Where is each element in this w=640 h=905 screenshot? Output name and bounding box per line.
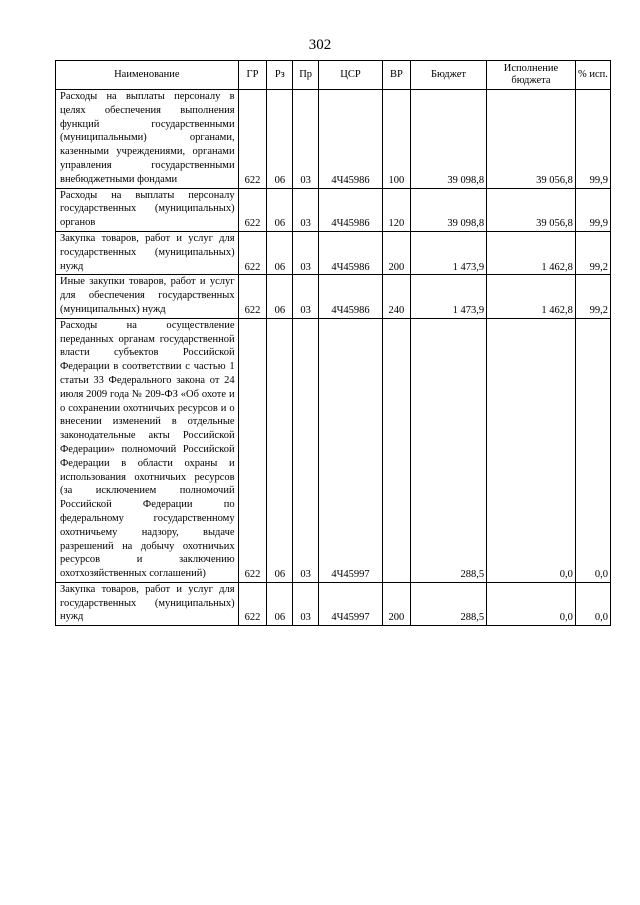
row-execution: 39 056,8 [487, 90, 576, 189]
row-percent: 99,2 [575, 275, 610, 318]
row-execution: 1 462,8 [487, 231, 576, 274]
row-name: Расходы на выплаты персоналу государственных (муниципальных) органов [56, 188, 239, 231]
header-execution: Исполнение бюджета [487, 61, 576, 90]
row-vr [382, 318, 410, 582]
row-csr: 4Ч45997 [319, 582, 383, 625]
row-csr: 4Ч45986 [319, 188, 383, 231]
row-vr: 200 [382, 582, 410, 625]
table-row [56, 582, 611, 625]
row-gr: 622 [238, 582, 267, 625]
row-name: Иные закупки товаров, работ и услуг для обеспечения государственных (муниципальных) нужд [56, 275, 239, 318]
row-rz: 06 [267, 582, 293, 625]
row-budget: 1 473,9 [410, 231, 486, 274]
row-pr: 03 [293, 582, 319, 625]
row-vr: 200 [382, 231, 410, 274]
row-rz: 06 [267, 275, 293, 318]
table-row [56, 318, 611, 582]
row-name: Расходы на выплаты персоналу в целях обеспечения выполнения функций государственными (муниципальными) органами, казенными учреждениями, органами управления государственными внебюджетными фондами [56, 90, 239, 189]
header-percent: % исп. [575, 61, 610, 90]
row-vr: 240 [382, 275, 410, 318]
row-name: Закупка товаров, работ и услуг для государственных (муниципальных) нужд [56, 231, 239, 274]
row-name: Расходы на осуществление переданных органам государственной власти субъектов Российской Федерации в соответствии с частью 1 статьи 33 Федерального закона от 24 июля 2009 года № 209-ФЗ «Об охоте и о сохранении охотничьих ресурсов и о внесении изменений в отдельные законодательные акты Российской Федерации» полномочий Российской Федерации в области охраны и использования охотничьих ресурсов (за исключением полномочий Российской Федерации по федеральному государственному охотничьему надзору, выдаче разрешений на добычу охотничьих ресурсов и заключению охотхозяйственных соглашений) [56, 318, 239, 582]
row-csr: 4Ч45986 [319, 275, 383, 318]
row-gr: 622 [238, 318, 267, 582]
row-execution: 1 462,8 [487, 275, 576, 318]
row-execution: 0,0 [487, 582, 576, 625]
row-budget: 39 098,8 [410, 188, 486, 231]
header-vr: ВР [382, 61, 410, 90]
table-header [56, 61, 611, 90]
table-body [56, 90, 611, 626]
row-pr: 03 [293, 318, 319, 582]
table-row [56, 231, 611, 274]
row-percent: 99,2 [575, 231, 610, 274]
row-gr: 622 [238, 90, 267, 189]
header-pr: Пр [293, 61, 319, 90]
row-pr: 03 [293, 231, 319, 274]
row-percent: 0,0 [575, 582, 610, 625]
row-pr: 03 [293, 275, 319, 318]
header-row [56, 61, 611, 90]
row-percent: 99,9 [575, 90, 610, 189]
header-budget: Бюджет [410, 61, 486, 90]
row-vr: 120 [382, 188, 410, 231]
row-percent: 0,0 [575, 318, 610, 582]
row-budget: 288,5 [410, 582, 486, 625]
row-vr: 100 [382, 90, 410, 189]
row-csr: 4Ч45986 [319, 231, 383, 274]
row-pr: 03 [293, 90, 319, 189]
row-name: Закупка товаров, работ и услуг для государственных (муниципальных) нужд [56, 582, 239, 625]
table-row [56, 275, 611, 318]
page-number: 302 [308, 37, 332, 53]
header-gr: ГР [238, 61, 267, 90]
row-pr: 03 [293, 188, 319, 231]
row-gr: 622 [238, 231, 267, 274]
table-row [56, 188, 611, 231]
row-gr: 622 [238, 188, 267, 231]
row-rz: 06 [267, 90, 293, 189]
row-execution: 0,0 [487, 318, 576, 582]
header-name: Наименование [56, 61, 239, 90]
row-csr: 4Ч45986 [319, 90, 383, 189]
row-percent: 99,9 [575, 188, 610, 231]
budget-table [55, 60, 611, 626]
row-budget: 288,5 [410, 318, 486, 582]
row-gr: 622 [238, 275, 267, 318]
row-execution: 39 056,8 [487, 188, 576, 231]
row-rz: 06 [267, 231, 293, 274]
table-row [56, 90, 611, 189]
row-budget: 1 473,9 [410, 275, 486, 318]
row-rz: 06 [267, 318, 293, 582]
header-csr: ЦСР [319, 61, 383, 90]
row-csr: 4Ч45997 [319, 318, 383, 582]
row-rz: 06 [267, 188, 293, 231]
header-rz: Рз [267, 61, 293, 90]
row-budget: 39 098,8 [410, 90, 486, 189]
